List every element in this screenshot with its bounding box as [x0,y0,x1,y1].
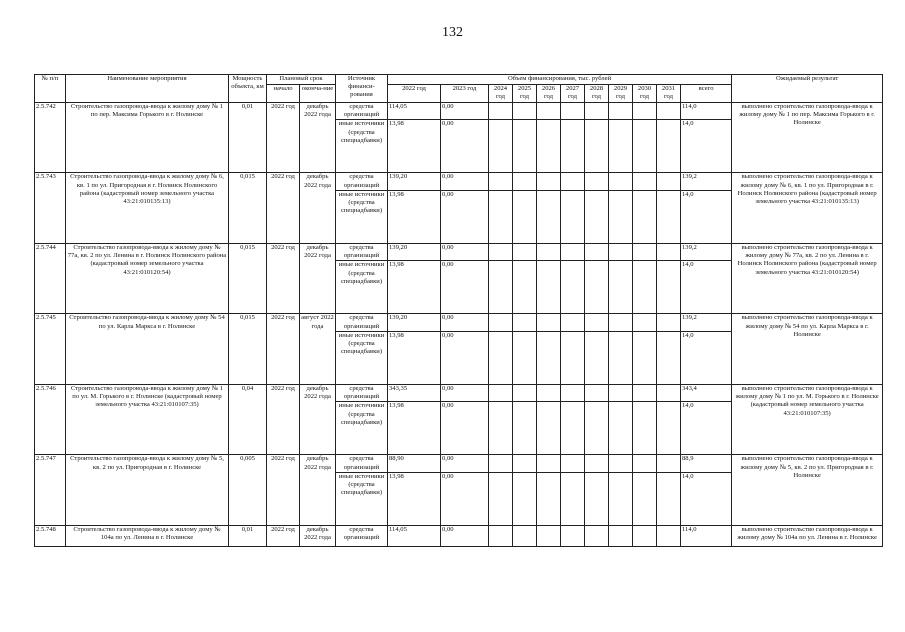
row-capacity: 0,005 [229,455,267,525]
row-total: 14,0 [681,402,732,455]
row-year-empty [609,525,633,546]
row-year-empty [561,243,585,260]
row-year-empty [609,190,633,243]
row-year-empty [657,472,681,525]
row-year-empty [633,402,657,455]
row-capacity: 0,015 [229,243,267,313]
row-year-empty [657,103,681,120]
row-total: 88,9 [681,455,732,472]
row-start: 2022 год [267,314,300,384]
row-year-empty [537,384,561,401]
row-year-empty [561,314,585,331]
row-year-empty [513,472,537,525]
row-start: 2022 год [267,525,300,546]
header-source: Источник финанси-рования [336,75,388,103]
row-year-empty [513,331,537,384]
row-year-empty [633,190,657,243]
row-total: 114,0 [681,525,732,546]
row-year-empty [561,190,585,243]
row-total: 14,0 [681,120,732,173]
header-y2027: 2027 год [561,85,585,103]
row-year-empty [585,402,609,455]
row-year-empty [537,261,561,314]
row-source: средства организаций [336,455,388,472]
row-year-empty [537,402,561,455]
row-2023: 0,00 [441,243,489,260]
row-year-empty [609,455,633,472]
row-start: 2022 год [267,173,300,243]
row-year-empty [657,190,681,243]
row-year-empty [609,103,633,120]
header-num: № п/п [35,75,66,103]
row-year-empty [561,525,585,546]
row-year-empty [633,120,657,173]
row-source: средства организаций [336,525,388,546]
header-total: всего [681,85,732,103]
header-y2022: 2022 год [388,85,441,103]
row-2023: 0,00 [441,402,489,455]
row-number: 2.5.746 [35,384,66,454]
row-year-empty [657,120,681,173]
row-2022: 13,98 [388,472,441,525]
row-2023: 0,00 [441,472,489,525]
row-year-empty [537,472,561,525]
row-2023: 0,00 [441,525,489,546]
row-year-empty [633,384,657,401]
table-row [35,314,883,331]
row-2023: 0,00 [441,261,489,314]
row-end: декабрь 2022 года [300,103,336,173]
row-year-empty [561,331,585,384]
row-year-empty [585,120,609,173]
row-source: иные источники (средства спецнадбавки) [336,331,388,384]
row-year-empty [513,525,537,546]
row-result: выполнено строительство газопровода-ввода к жилому дому № 1 по пер. Максима Горького в г. Нолинске [732,103,883,173]
row-year-empty [489,173,513,190]
row-2022: 13,98 [388,120,441,173]
row-total: 114,0 [681,103,732,120]
row-2023: 0,00 [441,314,489,331]
row-name: Строительство газопровода-ввода к жилому дому № 5, кв. 2 по ул. Пригородная в г. Нолинске [66,455,229,525]
row-start: 2022 год [267,103,300,173]
row-year-empty [657,243,681,260]
row-2022: 139,20 [388,314,441,331]
row-year-empty [513,173,537,190]
row-2022: 114,05 [388,525,441,546]
row-number: 2.5.744 [35,243,66,313]
row-source: средства организаций [336,173,388,190]
row-total: 139,2 [681,173,732,190]
row-name: Строительство газопровода-ввода к жилому дому № 1 по ул. М. Горького в г. Нолинске (кадастровый номер земельного участка 43:21:010107:35) [66,384,229,454]
row-source: иные источники (средства спецнадбавки) [336,120,388,173]
row-year-empty [489,261,513,314]
table-row [35,525,883,546]
row-year-empty [609,331,633,384]
row-year-empty [537,314,561,331]
header-volume: Объем финансирования, тыс. рублей [388,75,732,85]
row-year-empty [489,525,513,546]
row-year-empty [585,455,609,472]
table-header [35,75,883,103]
row-year-empty [633,455,657,472]
row-2022: 139,20 [388,173,441,190]
row-year-empty [657,402,681,455]
row-total: 14,0 [681,472,732,525]
row-source: средства организаций [336,243,388,260]
row-2023: 0,00 [441,173,489,190]
row-source: иные источники (средства спецнадбавки) [336,472,388,525]
row-year-empty [633,314,657,331]
row-name: Строительство газопровода-ввода к жилому дому № 6, кв. 1 по ул. Пригородная в г. Нолинск Нолинского района (кадастровый номер земельного участка 43:21:010135:13) [66,173,229,243]
row-year-empty [561,120,585,173]
row-number: 2.5.745 [35,314,66,384]
row-year-empty [489,243,513,260]
row-2023: 0,00 [441,190,489,243]
row-year-empty [489,472,513,525]
table-row [35,243,883,260]
row-number: 2.5.742 [35,103,66,173]
row-year-empty [513,120,537,173]
row-2023: 0,00 [441,103,489,120]
header-result: Ожидаемый результат [732,75,883,103]
table-row [35,455,883,472]
header-y2025: 2025 год [513,85,537,103]
row-2023: 0,00 [441,120,489,173]
row-year-empty [585,103,609,120]
row-source: иные источники (средства спецнадбавки) [336,261,388,314]
row-number: 2.5.748 [35,525,66,546]
row-name: Строительство газопровода-ввода к жилому дому № 104а по ул. Ленина в г. Нолинске [66,525,229,546]
row-year-empty [513,402,537,455]
row-year-empty [561,472,585,525]
row-year-empty [537,331,561,384]
row-2022: 13,98 [388,402,441,455]
row-year-empty [609,173,633,190]
row-year-empty [657,314,681,331]
row-2023: 0,00 [441,455,489,472]
row-year-empty [489,120,513,173]
row-2022: 13,98 [388,261,441,314]
row-total: 14,0 [681,261,732,314]
header-end: оконча-ние [300,85,336,103]
row-name: Строительство газопровода-ввода к жилому дому № 54 по ул. Карла Маркса в г. Нолинске [66,314,229,384]
row-capacity: 0,015 [229,314,267,384]
row-year-empty [561,455,585,472]
row-year-empty [585,314,609,331]
row-result: выполнено строительство газопровода-ввода к жилому дому № 54 по ул. Карла Маркса в г. Нолинске [732,314,883,384]
table-row [35,173,883,190]
table-body [35,103,883,547]
row-year-empty [585,173,609,190]
row-result: выполнено строительство газопровода-ввода к жилому дому № 1 по ул. М. Горького в г. Нолинске (кадастровый номер земельного участка 43:21:010107:35) [732,384,883,454]
row-capacity: 0,01 [229,103,267,173]
row-year-empty [489,314,513,331]
row-year-empty [537,525,561,546]
row-2022: 114,05 [388,103,441,120]
row-number: 2.5.743 [35,173,66,243]
row-2022: 343,35 [388,384,441,401]
row-capacity: 0,015 [229,173,267,243]
header-start: начало [267,85,300,103]
header-name: Наименование мероприятия [66,75,229,103]
row-year-empty [657,331,681,384]
row-source: иные источники (средства спецнадбавки) [336,190,388,243]
header-y2031: 2031 год [657,85,681,103]
row-year-empty [609,384,633,401]
row-year-empty [513,190,537,243]
row-year-empty [585,384,609,401]
row-name: Строительство газопровода-ввода к жилому дому № 77а, кв. 2 по ул. Ленина в г. Нолинск Нолинского района (кадастровый номер земельного участка 43:21:010120:54) [66,243,229,313]
table-row [35,384,883,401]
row-year-empty [609,243,633,260]
row-year-empty [489,402,513,455]
row-result: выполнено строительство газопровода-ввода к жилому дому № 5, кв. 2 по ул. Пригородная в г. Нолинске [732,455,883,525]
row-year-empty [657,455,681,472]
row-year-empty [513,261,537,314]
row-total: 343,4 [681,384,732,401]
row-end: декабрь 2022 года [300,173,336,243]
row-source: иные источники (средства спецнадбавки) [336,402,388,455]
financing-table [34,74,883,547]
row-year-empty [513,103,537,120]
header-y2028: 2028 год [585,85,609,103]
header-capacity: Мощность объекта, км [229,75,267,103]
row-2022: 139,20 [388,243,441,260]
row-end: декабрь 2022 года [300,384,336,454]
header-y2030: 2030 год [633,85,657,103]
row-year-empty [633,261,657,314]
row-result: выполнено строительство газопровода-ввода к жилому дому № 104а по ул. Ленина в г. Нолинске [732,525,883,546]
row-start: 2022 год [267,384,300,454]
row-year-empty [489,190,513,243]
row-year-empty [489,384,513,401]
row-year-empty [537,455,561,472]
row-capacity: 0,01 [229,525,267,546]
row-end: декабрь 2022 года [300,455,336,525]
row-source: средства организаций [336,384,388,401]
row-year-empty [609,472,633,525]
row-year-empty [489,455,513,472]
row-year-empty [609,261,633,314]
row-year-empty [657,261,681,314]
row-year-empty [537,103,561,120]
row-year-empty [513,455,537,472]
row-year-empty [633,243,657,260]
row-source: средства организаций [336,314,388,331]
row-end: август 2022 года [300,314,336,384]
row-year-empty [513,314,537,331]
row-year-empty [489,331,513,384]
row-start: 2022 год [267,243,300,313]
row-source: средства организаций [336,103,388,120]
header-y2023: 2023 год [441,85,489,103]
header-y2026: 2026 год [537,85,561,103]
row-total: 139,2 [681,243,732,260]
row-year-empty [585,261,609,314]
row-year-empty [513,243,537,260]
row-end: декабрь 2022 года [300,243,336,313]
row-year-empty [561,402,585,455]
row-year-empty [633,103,657,120]
row-year-empty [561,261,585,314]
page-number: 132 [442,25,463,40]
row-2022: 13,98 [388,190,441,243]
row-year-empty [513,384,537,401]
row-total: 14,0 [681,331,732,384]
row-year-empty [585,190,609,243]
row-start: 2022 год [267,455,300,525]
row-total: 139,2 [681,314,732,331]
header-plan: Плановый срок [267,75,336,85]
row-2022: 88,90 [388,455,441,472]
row-year-empty [585,525,609,546]
row-year-empty [609,120,633,173]
row-year-empty [561,103,585,120]
row-year-empty [561,384,585,401]
row-year-empty [609,402,633,455]
row-result: выполнено строительство газопровода-ввода к жилому дому № 77а, кв. 2 по ул. Ленина в г. Нолинск Нолинского района (кадастровый номер земельного участка 43:21:010120:54) [732,243,883,313]
row-year-empty [633,525,657,546]
row-year-empty [633,472,657,525]
row-2023: 0,00 [441,384,489,401]
row-2023: 0,00 [441,331,489,384]
row-year-empty [657,525,681,546]
row-year-empty [657,173,681,190]
header-y2024: 2024 год [489,85,513,103]
row-year-empty [561,173,585,190]
table-row [35,103,883,120]
header-y2029: 2029 год [609,85,633,103]
row-year-empty [537,173,561,190]
row-year-empty [657,384,681,401]
row-year-empty [633,331,657,384]
row-2022: 13,98 [388,331,441,384]
row-year-empty [585,243,609,260]
row-year-empty [537,120,561,173]
row-result: выполнено строительство газопровода-ввода к жилому дому № 6, кв. 1 по ул. Пригородная в г. Нолинск Нолинского района (кадастровый номер земельного участка 43:21:010135:13) [732,173,883,243]
row-year-empty [585,472,609,525]
row-end: декабрь 2022 года [300,525,336,546]
row-total: 14,0 [681,190,732,243]
row-number: 2.5.747 [35,455,66,525]
row-year-empty [537,190,561,243]
row-year-empty [585,331,609,384]
row-year-empty [489,103,513,120]
row-year-empty [633,173,657,190]
row-year-empty [537,243,561,260]
row-name: Строительство газопровода-ввода к жилому дому № 1 по пер. Максима Горького в г. Нолинске [66,103,229,173]
row-capacity: 0,04 [229,384,267,454]
row-year-empty [609,314,633,331]
